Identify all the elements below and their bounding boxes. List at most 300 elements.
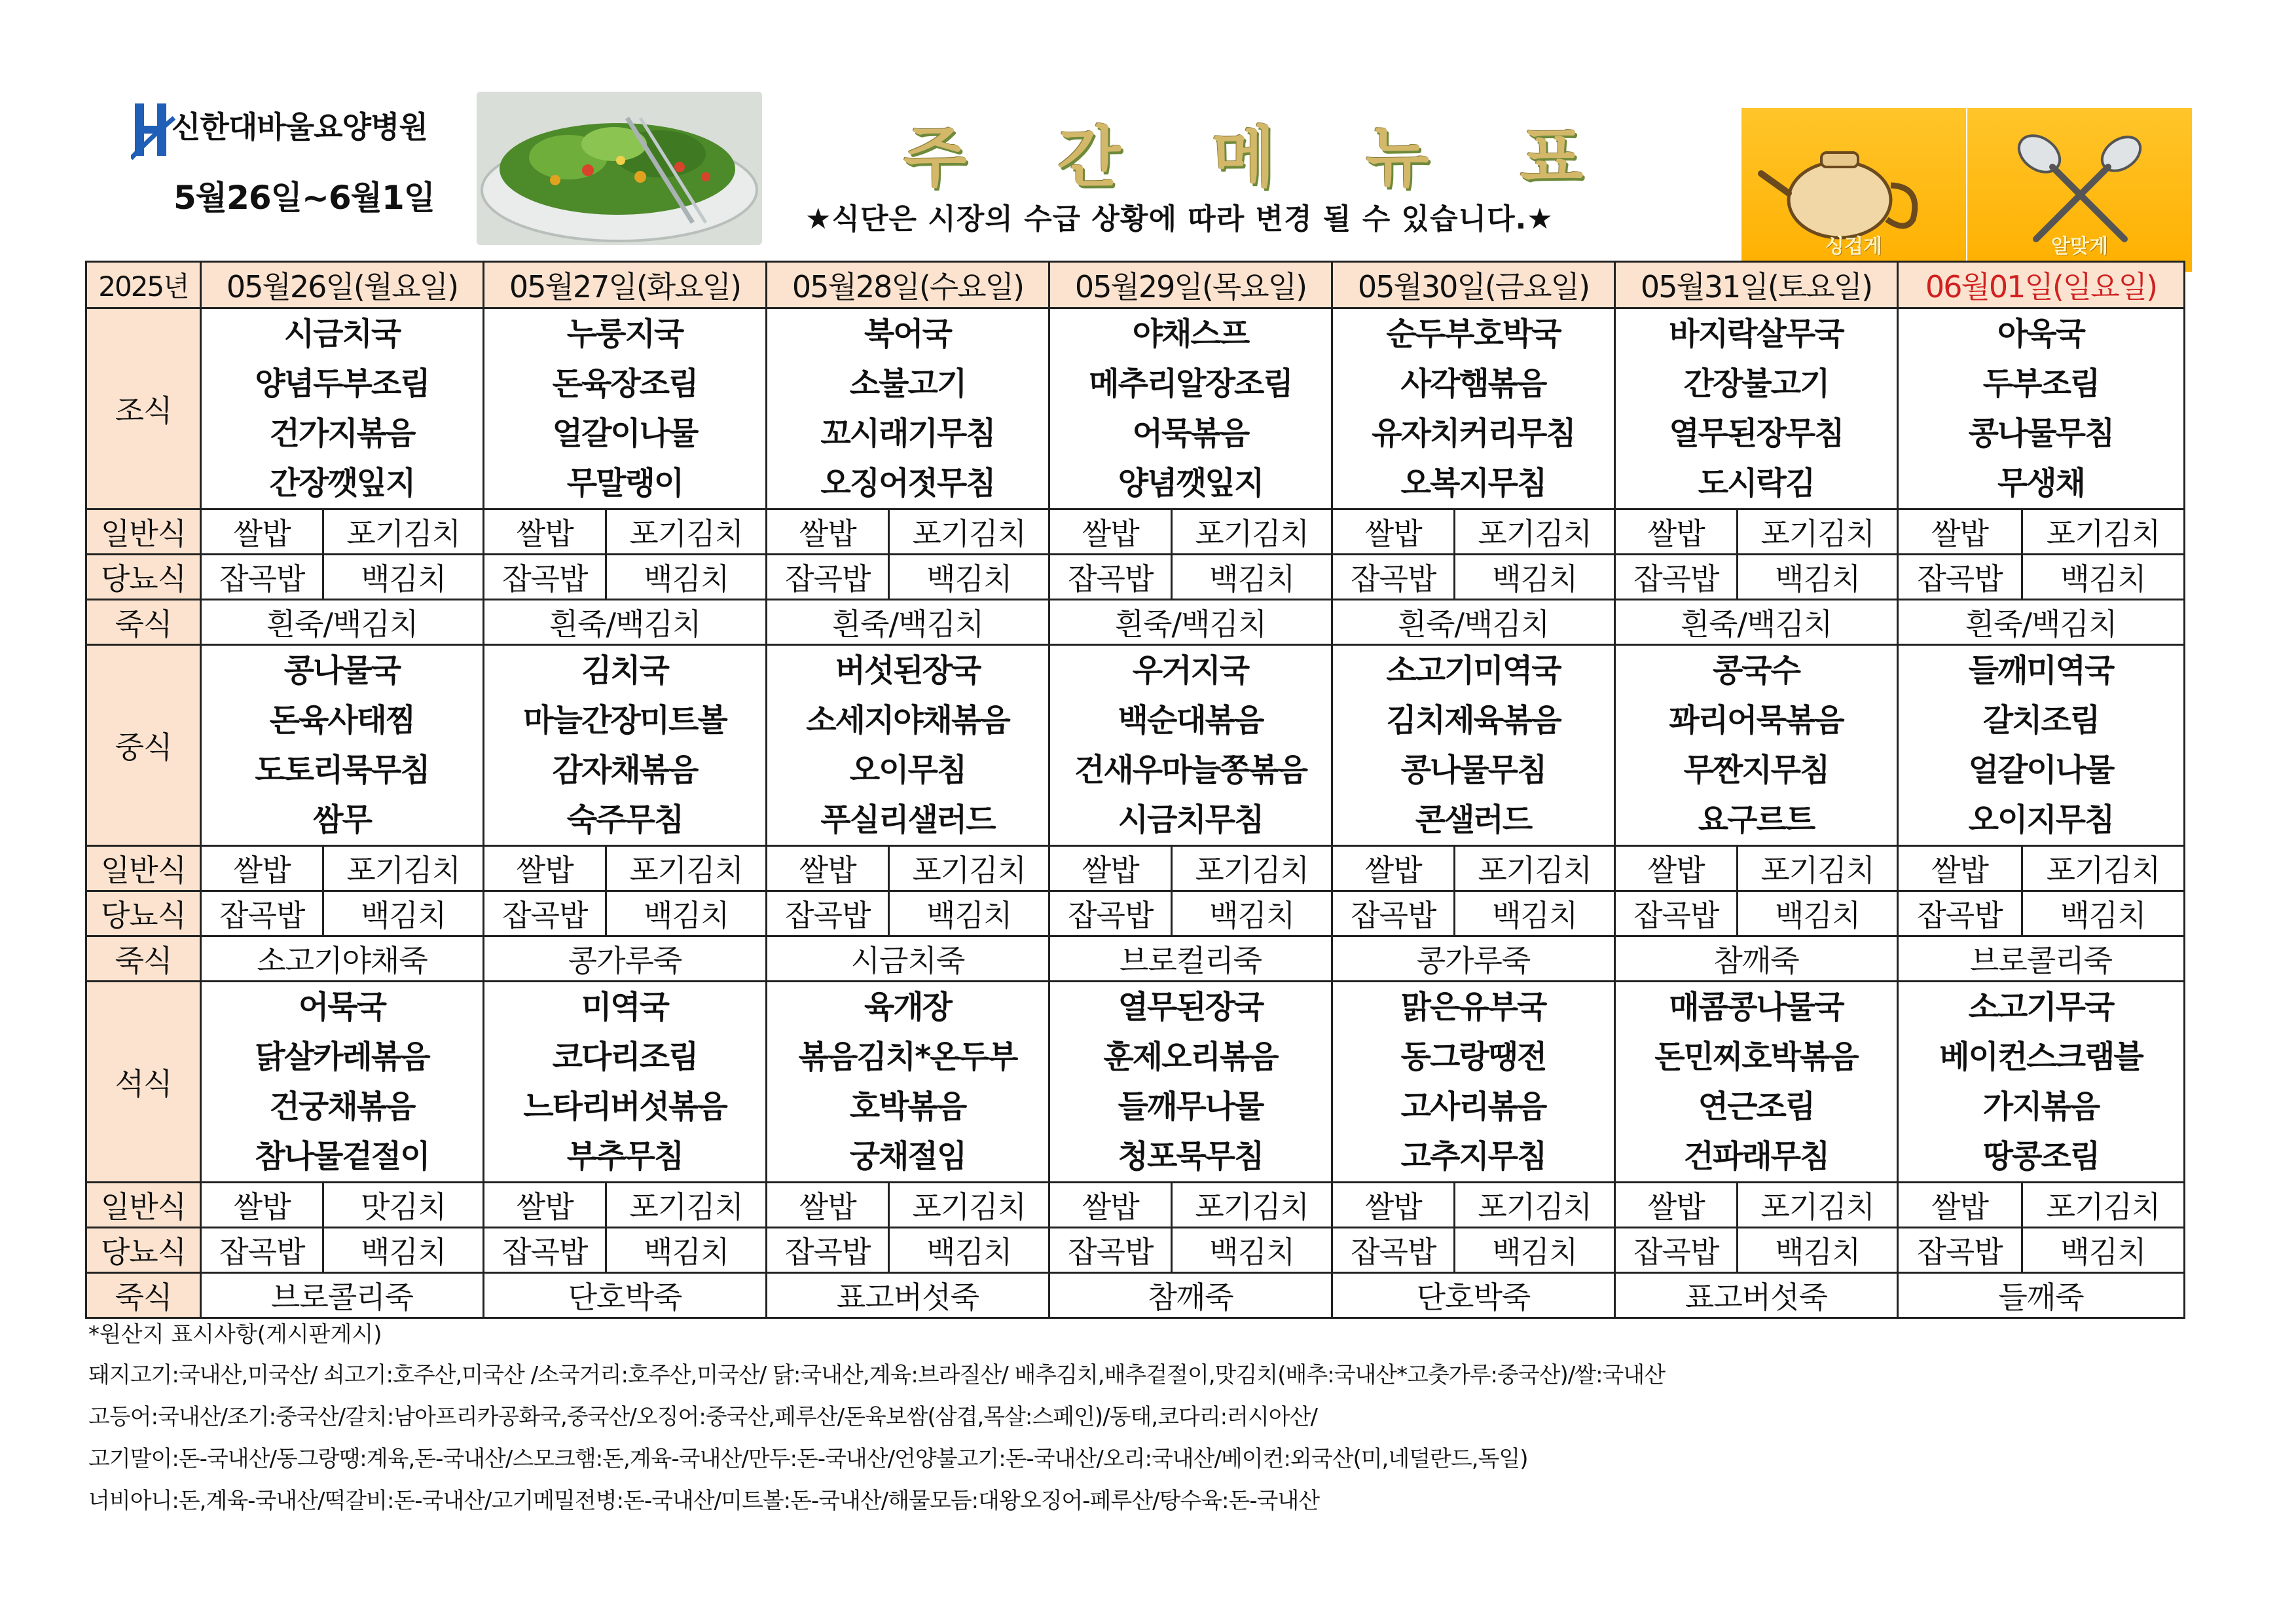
- menu-cell: [1615, 308, 1898, 509]
- side-cell: [1332, 891, 1615, 936]
- menu-cell: [1898, 308, 2185, 509]
- lunch-diabetic-row: [86, 891, 2185, 936]
- rice-item: 쌀밥: [202, 847, 324, 890]
- dish-item: 유자치커리무침: [1372, 415, 1575, 452]
- dish-item: 갈치조림: [1982, 702, 2100, 739]
- side-pair: [1899, 847, 2183, 890]
- menu-cell: [1332, 308, 1615, 509]
- side-pair: [484, 1183, 765, 1227]
- dish-item: 열무된장국: [1118, 989, 1264, 1025]
- kimchi-item: 포기김치: [629, 1189, 744, 1225]
- side-pair: [767, 892, 1048, 935]
- dish-item: 맑은유부국: [1400, 989, 1546, 1025]
- kimchi-item: 백김치: [644, 561, 729, 597]
- dish-item: 코다리조림: [552, 1039, 698, 1075]
- porridge-cell: 브로콜리죽: [1898, 936, 2185, 982]
- side-pair: [1899, 510, 2183, 553]
- menu-cell: [767, 308, 1049, 509]
- menu-cell: [767, 982, 1049, 1183]
- side-pair: [1899, 1228, 2183, 1272]
- menu-cell: [1332, 645, 1615, 846]
- rice-item: 잡곡밥: [1333, 892, 1455, 935]
- side-cell: [484, 846, 767, 891]
- breakfast-label: 조식: [86, 308, 201, 509]
- dish-item: 연근조림: [1698, 1088, 1815, 1125]
- side-cell: [201, 509, 484, 555]
- dish-item: 들깨미역국: [1968, 652, 2114, 689]
- menu-cell: [1898, 645, 2185, 846]
- dish-item: 무말랭이: [566, 465, 683, 502]
- rice-item: 쌀밥: [1899, 1183, 2023, 1227]
- kimchi-item: 포기김치: [346, 853, 461, 888]
- side-cell: [1615, 1183, 1898, 1228]
- dish-item: 메추리알장조림: [1089, 365, 1292, 402]
- rice-item: 잡곡밥: [1050, 1228, 1173, 1272]
- side-pair: [767, 1228, 1048, 1272]
- dish-item: 땅콩조림: [1982, 1138, 2100, 1175]
- menu-cell: [1615, 645, 1898, 846]
- rice-item: 잡곡밥: [202, 892, 324, 935]
- dish-item: 시금치국: [283, 316, 401, 352]
- side-pair: [1050, 892, 1331, 935]
- kimchi-item: 백김치: [1775, 898, 1861, 933]
- dish-item: 소세지야채볶음: [806, 702, 1010, 739]
- rice-item: 쌀밥: [1333, 847, 1455, 890]
- rice-item: 쌀밥: [1050, 1183, 1173, 1227]
- menu-cell: [201, 645, 484, 846]
- side-pair: [484, 510, 765, 553]
- side-cell: [1615, 891, 1898, 936]
- dish-item: 북어국: [864, 316, 952, 352]
- side-cell: [1049, 1228, 1332, 1273]
- kimchi-item: 백김치: [644, 1234, 729, 1270]
- side-cell: [201, 846, 484, 891]
- side-cell: [201, 555, 484, 600]
- dish-item: 오이지무침: [1968, 802, 2114, 838]
- kimchi-item: 포기김치: [629, 853, 744, 888]
- rice-item: 잡곡밥: [1050, 555, 1173, 599]
- side-cell: [201, 891, 484, 936]
- kimchi-item: 포기김치: [912, 853, 1027, 888]
- dish-item: 청포묵무침: [1118, 1138, 1264, 1175]
- kimchi-item: 백김치: [2060, 561, 2146, 597]
- rice-item: 잡곡밥: [767, 892, 890, 935]
- origin-line: 돼지고기:국내산,미국산/ 쇠고기:호주산,미국산 /소국거리:호주산,미국산/ 닭:국내산,계육:브라질산/ 배추김치,배추겉절이,맛김치(배추:국내산*고춧가루:중국산)/쌀:국내산: [88, 1362, 1666, 1388]
- side-cell: [1332, 509, 1615, 555]
- side-cell: [767, 1183, 1049, 1228]
- diabetic-diet-label: 당뇨식: [86, 891, 201, 936]
- dish-item: 김치국: [581, 652, 669, 689]
- dinner-diabetic-row: [86, 1228, 2185, 1273]
- dish-item: 볶음김치*온두부: [798, 1039, 1017, 1075]
- kimchi-item: 백김치: [361, 561, 446, 597]
- kimchi-item: 백김치: [1492, 561, 1578, 597]
- porridge-cell: 참깨죽: [1615, 936, 1898, 982]
- kimchi-item: 백김치: [1492, 898, 1578, 933]
- porridge-cell: 흰죽/백김치: [1898, 600, 2185, 645]
- lunch-general-row: [86, 846, 2185, 891]
- kimchi-item: 백김치: [2060, 1234, 2146, 1270]
- dish-item: 오이무침: [849, 752, 966, 788]
- side-cell: [201, 1228, 484, 1273]
- date-header-row: [86, 262, 2185, 308]
- rice-item: 쌀밥: [1333, 1183, 1455, 1227]
- side-pair: [1616, 1183, 1897, 1227]
- dish-item: 꽈리어묵볶음: [1669, 702, 1844, 739]
- porridge-cell: 브로컬리죽: [1049, 936, 1332, 982]
- dish-item: 숙주무침: [566, 802, 683, 838]
- side-cell: [1615, 846, 1898, 891]
- side-pair: [202, 892, 483, 935]
- menu-period: 5월26일~6월1일: [173, 179, 435, 217]
- kimchi-item: 백김치: [1775, 1234, 1861, 1270]
- side-cell: [1898, 891, 2185, 936]
- side-pair: [1050, 555, 1331, 599]
- side-cell: [1898, 1183, 2185, 1228]
- origin-line: 고등어:국내산/조기:중국산/갈치:남아프리카공화국,중국산/오징어:중국산,페루산/돈육보쌈(삼겹,목살:스페인)/동태,코다리:러시아산/: [88, 1404, 1317, 1430]
- side-pair: [202, 555, 483, 599]
- side-pair: [767, 510, 1048, 553]
- lunch-dishes-row: [86, 645, 2185, 846]
- dish-item: 도시락김: [1698, 465, 1815, 502]
- porridge-cell: 단호박죽: [484, 1273, 767, 1318]
- menu-cell: [1049, 982, 1332, 1183]
- side-cell: [1332, 555, 1615, 600]
- side-pair: [484, 892, 765, 935]
- dish-item: 어묵볶음: [1132, 415, 1249, 452]
- rice-item: 잡곡밥: [202, 1228, 324, 1272]
- side-pair: [767, 847, 1048, 890]
- kimchi-item: 백김치: [361, 1234, 446, 1270]
- side-cell: [1332, 1228, 1615, 1273]
- rice-item: 잡곡밥: [1616, 892, 1738, 935]
- porridge-cell: 참깨죽: [1049, 1273, 1332, 1318]
- kimchi-item: 포기김치: [1195, 1189, 1309, 1225]
- kimchi-item: 백김치: [1209, 1234, 1295, 1270]
- dish-item: 동그랑땡전: [1400, 1039, 1546, 1075]
- side-pair: [1050, 1183, 1331, 1227]
- dish-item: 부추무침: [566, 1138, 683, 1175]
- porridge-cell: 표고버섯죽: [1615, 1273, 1898, 1318]
- side-pair: [1616, 510, 1897, 553]
- dish-item: 궁채절임: [849, 1138, 966, 1175]
- kimchi-item: 포기김치: [912, 1189, 1027, 1225]
- side-cell: [1898, 846, 2185, 891]
- rice-item: 쌀밥: [1616, 847, 1738, 890]
- dish-item: 콩나물국: [283, 652, 401, 689]
- side-pair: [1616, 892, 1897, 935]
- side-pair: [1333, 847, 1614, 890]
- dish-item: 소불고기: [849, 365, 966, 402]
- side-cell: [484, 1228, 767, 1273]
- dish-item: 시금치무침: [1118, 802, 1264, 838]
- side-pair: [1333, 1228, 1614, 1272]
- porridge-cell: 흰죽/백김치: [201, 600, 484, 645]
- lunch-label: 중식: [86, 645, 201, 846]
- menu-cell: [1049, 645, 1332, 846]
- day-header: 05월28일(수요일): [767, 262, 1049, 308]
- kimchi-item: 백김치: [361, 898, 446, 933]
- dish-item: 돈육사태찜: [269, 702, 415, 739]
- dish-item: 누룽지국: [566, 316, 683, 352]
- dish-item: 두부조림: [1982, 365, 2100, 402]
- menu-cell: [1615, 982, 1898, 1183]
- kimchi-item: 포기김치: [1195, 853, 1309, 888]
- menu-cell: [484, 982, 767, 1183]
- porridge-diet-label: 죽식: [86, 936, 201, 982]
- lunch-porridge-row: [86, 936, 2185, 982]
- weekly-menu-table: [85, 261, 2185, 1319]
- kimchi-item: 백김치: [926, 1234, 1012, 1270]
- kimchi-item: 백김치: [926, 561, 1012, 597]
- porridge-cell: 브로콜리죽: [201, 1273, 484, 1318]
- breakfast-dishes-row: [86, 308, 2185, 509]
- menu-cell: [484, 645, 767, 846]
- breakfast-diabetic-row: [86, 555, 2185, 600]
- menu-cell: [484, 308, 767, 509]
- menu-cell: [1049, 308, 1332, 509]
- dish-item: 야채스프: [1132, 316, 1249, 352]
- dish-item: 간장깻잎지: [269, 465, 415, 502]
- side-pair: [767, 1183, 1048, 1227]
- side-cell: [1049, 555, 1332, 600]
- rice-item: 쌀밥: [1616, 510, 1738, 553]
- menu-cell: [1898, 982, 2185, 1183]
- rice-item: 쌀밥: [484, 847, 607, 890]
- hospital-name: 신한대바울요양병원: [172, 109, 428, 145]
- page-title: 주 간 메 뉴 표: [903, 119, 1618, 196]
- dish-item: 콩나물무침: [1968, 415, 2114, 452]
- rice-item: 쌀밥: [767, 1183, 890, 1227]
- rice-item: 잡곡밥: [484, 1228, 607, 1272]
- rice-item: 잡곡밥: [1616, 555, 1738, 599]
- side-pair: [202, 1183, 483, 1227]
- side-pair: [767, 555, 1048, 599]
- rice-item: 잡곡밥: [1333, 555, 1455, 599]
- year-cell: 2025년: [86, 262, 201, 308]
- dish-item: 콩국수: [1712, 652, 1800, 689]
- kimchi-item: 포기김치: [346, 516, 461, 551]
- rice-item: 잡곡밥: [1899, 892, 2023, 935]
- porridge-cell: 흰죽/백김치: [1049, 600, 1332, 645]
- dish-item: 건파래무침: [1683, 1138, 1829, 1175]
- side-cell: [1332, 1183, 1615, 1228]
- rice-item: 잡곡밥: [1899, 555, 2023, 599]
- dish-item: 푸실리샐러드: [820, 802, 995, 838]
- side-cell: [767, 555, 1049, 600]
- dish-item: 훈제오리볶음: [1103, 1039, 1278, 1075]
- dish-item: 백순대볶음: [1118, 702, 1264, 739]
- side-cell: [1898, 509, 2185, 555]
- dish-item: 건새우마늘쫑볶음: [1074, 752, 1307, 788]
- day-header: 05월27일(화요일): [484, 262, 767, 308]
- dinner-label: 석식: [86, 982, 201, 1183]
- badge-less-salty-label: 싱겁게: [1825, 235, 1882, 258]
- dish-item: 건가지볶음: [269, 415, 415, 452]
- day-header: 05월26일(월요일): [201, 262, 484, 308]
- rice-item: 쌀밥: [767, 510, 890, 553]
- dish-item: 김치제육볶음: [1386, 702, 1561, 739]
- kimchi-item: 포기김치: [1760, 516, 1875, 551]
- side-cell: [1049, 891, 1332, 936]
- dish-item: 사각햄볶음: [1400, 365, 1546, 402]
- side-cell: [767, 1228, 1049, 1273]
- badge-just-right-label: 알맞게: [2051, 235, 2108, 258]
- dish-item: 느타리버섯볶음: [523, 1088, 727, 1125]
- dish-item: 순두부호박국: [1386, 316, 1561, 352]
- side-cell: [1049, 1183, 1332, 1228]
- dish-item: 무생채: [1997, 465, 2085, 502]
- origin-line: 너비아니:돈,계육-국내산/떡갈비:돈-국내산/고기메밀전병:돈-국내산/미트볼:돈-국내산/해물모듬:대왕오징어-페루산/탕수육:돈-국내산: [88, 1488, 1320, 1514]
- kimchi-item: 백김치: [644, 898, 729, 933]
- kimchi-item: 백김치: [1209, 898, 1295, 933]
- side-cell: [484, 891, 767, 936]
- dish-item: 아욱국: [1997, 316, 2085, 352]
- side-cell: [484, 1183, 767, 1228]
- side-pair: [1050, 1228, 1331, 1272]
- rice-item: 잡곡밥: [484, 892, 607, 935]
- dish-item: 쌈무: [313, 802, 371, 838]
- side-cell: [1898, 555, 2185, 600]
- porridge-cell: 콩가루죽: [484, 936, 767, 982]
- rice-item: 쌀밥: [484, 1183, 607, 1227]
- porridge-cell: 표고버섯죽: [767, 1273, 1049, 1318]
- dish-item: 얼갈이나물: [1968, 752, 2114, 788]
- kimchi-item: 포기김치: [1195, 516, 1309, 551]
- side-pair: [1333, 1183, 1614, 1227]
- side-pair: [1333, 892, 1614, 935]
- dish-item: 간장불고기: [1683, 365, 1829, 402]
- dish-item: 베이컨스크램블: [1939, 1039, 2143, 1075]
- side-pair: [1616, 555, 1897, 599]
- dish-item: 소고기미역국: [1386, 652, 1561, 689]
- side-pair: [1616, 847, 1897, 890]
- rice-item: 잡곡밥: [1616, 1228, 1738, 1272]
- kimchi-item: 포기김치: [2046, 516, 2160, 551]
- dish-item: 얼갈이나물: [552, 415, 698, 452]
- dish-item: 돈민찌호박볶음: [1654, 1039, 1858, 1075]
- side-pair: [1616, 1228, 1897, 1272]
- dish-item: 소고기무국: [1968, 989, 2114, 1025]
- dish-item: 고사리볶음: [1400, 1088, 1546, 1125]
- porridge-cell: 흰죽/백김치: [1332, 600, 1615, 645]
- side-pair: [1050, 847, 1331, 890]
- hospital-logo-icon: [131, 98, 175, 164]
- porridge-cell: 흰죽/백김치: [767, 600, 1049, 645]
- rice-item: 쌀밥: [1616, 1183, 1738, 1227]
- breakfast-porridge-row: [86, 600, 2185, 645]
- side-cell: [1332, 846, 1615, 891]
- kimchi-item: 포기김치: [1478, 1189, 1592, 1225]
- side-pair: [1899, 555, 2183, 599]
- dinner-general-row: [86, 1183, 2185, 1228]
- dish-item: 어묵국: [298, 989, 386, 1025]
- rice-item: 쌀밥: [1899, 510, 2023, 553]
- dish-item: 꼬시래기무침: [820, 415, 995, 452]
- rice-item: 쌀밥: [767, 847, 890, 890]
- side-cell: [1898, 1228, 2185, 1273]
- side-cell: [1615, 1228, 1898, 1273]
- porridge-cell: 흰죽/백김치: [484, 600, 767, 645]
- rice-item: 잡곡밥: [1050, 892, 1173, 935]
- kimchi-item: 포기김치: [1760, 853, 1875, 888]
- menu-cell: [201, 982, 484, 1183]
- side-cell: [201, 1183, 484, 1228]
- side-cell: [767, 891, 1049, 936]
- dish-item: 매콤콩나물국: [1669, 989, 1844, 1025]
- menu-cell: [767, 645, 1049, 846]
- menu-change-notice: ★식단은 시장의 수급 상황에 따라 변경 될 수 있습니다.★: [805, 202, 1554, 236]
- rice-item: 쌀밥: [484, 510, 607, 553]
- dish-item: 참나물겉절이: [255, 1138, 429, 1175]
- kimchi-item: 맛김치: [361, 1189, 446, 1225]
- dish-item: 열무된장무침: [1669, 415, 1844, 452]
- dish-item: 콩나물무침: [1400, 752, 1546, 788]
- rice-item: 잡곡밥: [202, 555, 324, 599]
- porridge-cell: 흰죽/백김치: [1615, 600, 1898, 645]
- kimchi-item: 포기김치: [2046, 1189, 2160, 1225]
- dish-item: 미역국: [581, 989, 669, 1025]
- rice-item: 쌀밥: [1050, 510, 1173, 553]
- side-pair: [484, 1228, 765, 1272]
- side-cell: [767, 846, 1049, 891]
- dish-item: 오복지무침: [1400, 465, 1546, 502]
- dish-item: 양념깻잎지: [1118, 465, 1264, 502]
- kimchi-item: 백김치: [2060, 898, 2146, 933]
- day-header-sunday: 06월01일(일요일): [1898, 262, 2185, 308]
- side-pair: [1333, 510, 1614, 553]
- diabetic-diet-label: 당뇨식: [86, 1228, 201, 1273]
- dish-item: 우거지국: [1132, 652, 1249, 689]
- dish-item: 호박볶음: [849, 1088, 966, 1125]
- kimchi-item: 백김치: [1209, 561, 1295, 597]
- side-pair: [202, 510, 483, 553]
- general-diet-label: 일반식: [86, 1183, 201, 1228]
- kimchi-item: 백김치: [1775, 561, 1861, 597]
- side-cell: [1049, 509, 1332, 555]
- rice-item: 잡곡밥: [1333, 1228, 1455, 1272]
- rice-item: 쌀밥: [202, 510, 324, 553]
- side-cell: [767, 509, 1049, 555]
- kimchi-item: 포기김치: [912, 516, 1027, 551]
- side-pair: [1050, 510, 1331, 553]
- side-pair: [484, 555, 765, 599]
- kimchi-item: 백김치: [926, 898, 1012, 933]
- day-header: 05월29일(목요일): [1049, 262, 1332, 308]
- day-header: 05월31일(토요일): [1615, 262, 1898, 308]
- rice-item: 쌀밥: [1050, 847, 1173, 890]
- dish-item: 도토리묵무침: [255, 752, 429, 788]
- kimchi-item: 포기김치: [1478, 853, 1592, 888]
- side-pair: [202, 847, 483, 890]
- porridge-diet-label: 죽식: [86, 600, 201, 645]
- kimchi-item: 포기김치: [629, 516, 744, 551]
- porridge-cell: 단호박죽: [1332, 1273, 1615, 1318]
- side-cell: [484, 555, 767, 600]
- rice-item: 쌀밥: [1899, 847, 2023, 890]
- origin-title: *원산지 표시사항(게시판게시): [88, 1321, 382, 1348]
- side-pair: [202, 1228, 483, 1272]
- badge-just-right: [1967, 108, 2192, 272]
- side-pair: [484, 847, 765, 890]
- rice-item: 잡곡밥: [767, 555, 890, 599]
- side-pair: [1899, 892, 2183, 935]
- rice-item: 잡곡밥: [1899, 1228, 2023, 1272]
- dish-item: 오징어젓무침: [820, 465, 995, 502]
- dinner-dishes-row: [86, 982, 2185, 1183]
- kimchi-item: 포기김치: [1760, 1189, 1875, 1225]
- badge-less-salty: [1741, 108, 1966, 272]
